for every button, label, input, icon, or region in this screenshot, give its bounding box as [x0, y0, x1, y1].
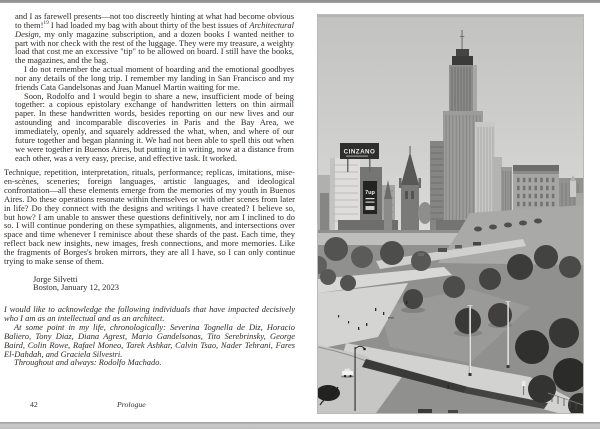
text-column [0, 12, 296, 367]
paragraph-farewell [15, 12, 294, 65]
paragraph-technique: Technique, repetition, interpretation, rituals, performance; replicas, imitations, mise-en-scènes, sceneries; foreign languages, artistic languages, and ideological confrontation—all these elements emerge from the memories of my youth in Buenos Aires. Do these operations resonate within themselves or with other scenes from later in life? Do they connect with the designs and writings I have created? I believe so, but how? I am unable to answer these questions definitively, nor am I inclined to do so. I will continue pondering on these sympathies, alignments, and intersections over space and time whenever I reminisce about these shards of the past. Each time, they reflect back new insights, new images, fresh connections, and more memories. Like the fragments of Borges's broken mirrors, they are all I have, so I can only continue trying to make sense of them. [4, 167, 295, 266]
scan-edge-top [0, 0, 600, 3]
signature-block [33, 275, 296, 293]
page-number: 42 [30, 400, 38, 409]
footnote-marker: 19 [43, 20, 49, 27]
acknowledgments-intro: I would like to acknowledge the following individuals that have impacted decisively who I am as an intellectual and as an architect. [4, 304, 295, 324]
acknowledgments-names: At some point in my life, chronologically: Severina Tognella de Diz, Horacio Baliero, Tony Diaz, Diana Agrest, Mario Gandelsonas, Tito Serebrinsky, George Baird, Colin Rowe, Rafael Moneo, Tarek Ashkar, Calvin Tsao, Nader Tehrani, Fares El-Dahdah, and Graciela Silvestri. [4, 322, 295, 359]
signature-name: Jorge Silvetti [33, 273, 78, 284]
body-text: I had loaded my bag with about thirty of the best issues of [48, 19, 250, 30]
seven-up-sign [363, 181, 377, 214]
signature-place-date: Boston, January 12, 2023 [33, 282, 120, 293]
acknowledgments-dedication: Throughout and always: Rodolfo Machado. [14, 357, 162, 368]
left-page [0, 12, 300, 367]
body-text: and I as farewell presents—not too discreetly hinting at what had become obvious to them! [15, 11, 294, 30]
body-text: , my only magazine subscription, and a dozen books I wanted neither to part with nor check with the rest of the luggage. They were my treasure, a weighty load that cost me an excessive "tip" to be allowed on board. I still have the books, the magazines, and the bag. [15, 28, 294, 66]
plaza-san-martin-photo [318, 15, 583, 413]
magazine-title: Architectural Design [15, 19, 294, 39]
seven-up-sign-text: 7up [365, 190, 375, 196]
running-footer: Prologue [117, 400, 146, 409]
scan-edge-bottom [0, 422, 600, 429]
paragraph-letters: Soon, Rodolfo and I would begin to share a new, insufficient mode of being together: a copious epistolary exchange of handwritten letters on thin airmail paper. In these handwritten words, besides reporting on our new lives and our astounding and incomparable discoveries in Paris and the Bay Area, we immediately, openly, and squarely addressed the what, when, and where of our future together and began planning it. We had not been able to spell this out when we were together in Buenos Aires, but putting it in writing, now at a distance from each other, was a very easy, precise, and effective task. It worked. [15, 90, 294, 163]
cinzano-sign-text: CINZANO [343, 148, 376, 156]
paragraph-boarding: I do not remember the actual moment of boarding and the emotional goodbyes nor any details of the long trip. I remember my landing in San Francisco and my friends Cata Gandelsonas and Juan Manuel Martin waiting for me. [15, 64, 294, 92]
acknowledgments-block [4, 305, 295, 367]
